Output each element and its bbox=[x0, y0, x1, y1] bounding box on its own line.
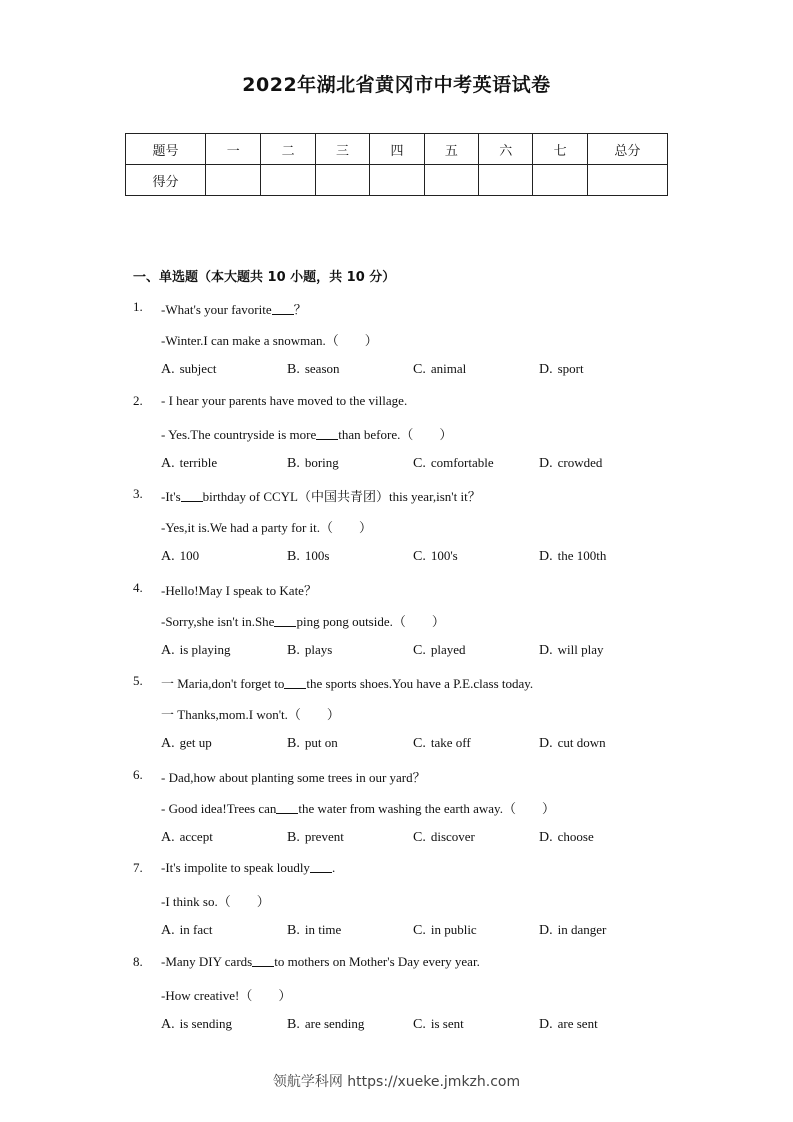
answer-option bbox=[287, 735, 338, 752]
question-text: -It's impolite to speak loudly bbox=[161, 860, 310, 875]
question-response-line bbox=[161, 424, 452, 443]
option-text: animal bbox=[430, 361, 467, 376]
question-text: -It's bbox=[161, 489, 181, 504]
option-text: crowded bbox=[557, 454, 603, 470]
answer-blank bbox=[310, 860, 332, 873]
option-text: is playing bbox=[179, 641, 231, 657]
option-text: prevent bbox=[304, 828, 344, 844]
score-table-header-cell: 一 bbox=[206, 134, 261, 165]
question-text: the sports shoes.You have a P.E.class today. bbox=[306, 676, 534, 691]
score-table-header-cell: 六 bbox=[479, 134, 533, 165]
question-response-line bbox=[161, 704, 340, 723]
option-text: terrible bbox=[179, 454, 218, 470]
option-text: cut down bbox=[557, 735, 606, 750]
question-text: to mothers on Mother's Day every year. bbox=[274, 953, 480, 969]
question-prompt-line bbox=[161, 299, 307, 318]
option-text: sport bbox=[557, 361, 584, 376]
option-letter: B. bbox=[287, 362, 300, 377]
question-response-line bbox=[161, 611, 445, 630]
answer-option bbox=[287, 642, 332, 659]
question-response-line bbox=[161, 517, 372, 536]
answer-option bbox=[539, 829, 594, 846]
answer-option bbox=[539, 455, 602, 472]
option-text: will play bbox=[557, 641, 604, 657]
option-letter: C. bbox=[413, 736, 426, 751]
option-text: in public bbox=[430, 922, 477, 937]
question-number: 7. bbox=[133, 860, 143, 875]
page-title: 2022年湖北省黄冈市中考英语试卷 bbox=[242, 74, 551, 96]
option-letter: B. bbox=[287, 829, 300, 845]
question-text: -Winter.I can make a snowman.（ ） bbox=[161, 333, 378, 348]
question-number: 1. bbox=[133, 299, 143, 314]
answer-option bbox=[161, 642, 231, 659]
option-letter: B. bbox=[287, 923, 300, 938]
question-number: 6. bbox=[133, 766, 143, 782]
score-cell bbox=[479, 165, 533, 196]
answer-option bbox=[287, 829, 344, 846]
question-number: 2. bbox=[133, 392, 143, 408]
option-text: are sending bbox=[304, 1015, 365, 1031]
option-letter: D. bbox=[539, 736, 553, 751]
answer-blank bbox=[274, 614, 296, 627]
answer-option bbox=[539, 548, 606, 565]
answer-option bbox=[413, 455, 494, 472]
option-text: boring bbox=[304, 454, 339, 470]
footer-watermark: 领航学科网 https://xueke.jmkzh.com bbox=[272, 1074, 521, 1090]
answer-option bbox=[413, 829, 475, 846]
option-text: put on bbox=[304, 735, 338, 750]
answer-option bbox=[161, 455, 217, 472]
option-letter: A. bbox=[161, 642, 175, 658]
option-text: in danger bbox=[557, 922, 607, 937]
question-response-line bbox=[161, 330, 378, 349]
score-cell bbox=[315, 165, 369, 196]
question-text: - Dad,how about planting some trees in our yard？ bbox=[161, 769, 426, 785]
score-table-header-cell: 七 bbox=[533, 134, 587, 165]
answer-option bbox=[413, 1016, 464, 1033]
option-text: comfortable bbox=[430, 454, 494, 470]
option-text: season bbox=[304, 361, 340, 376]
score-cell bbox=[261, 165, 315, 196]
option-text: 100 bbox=[179, 548, 200, 563]
option-letter: D. bbox=[539, 829, 553, 845]
option-letter: A. bbox=[161, 455, 175, 471]
answer-blank bbox=[272, 302, 294, 315]
question-prompt-line bbox=[161, 767, 426, 786]
answer-option bbox=[539, 735, 606, 752]
question-text: than before.（ ） bbox=[338, 426, 453, 442]
option-text: get up bbox=[179, 735, 212, 750]
question-text: - Good idea!Trees can bbox=[161, 800, 277, 816]
option-text: played bbox=[430, 641, 466, 657]
option-letter: B. bbox=[287, 549, 300, 564]
question-text: birthday of CCYL（中国共青团）this year,isn't it？ bbox=[202, 489, 481, 504]
option-letter: A. bbox=[161, 1016, 175, 1032]
option-letter: D. bbox=[539, 923, 553, 938]
answer-blank bbox=[252, 954, 274, 967]
score-table-row-label: 得分 bbox=[126, 165, 206, 196]
question-number: 3. bbox=[133, 486, 143, 501]
option-letter: D. bbox=[539, 642, 553, 658]
question-text: ？ bbox=[293, 302, 307, 317]
option-letter: C. bbox=[413, 642, 426, 658]
score-table-header-cell: 三 bbox=[315, 134, 369, 165]
option-text: discover bbox=[430, 828, 475, 844]
score-table-header-cell: 二 bbox=[261, 134, 315, 165]
answer-option bbox=[287, 548, 329, 565]
question-text: -What's your favorite bbox=[161, 302, 272, 317]
option-text: is sent bbox=[430, 1015, 464, 1031]
question-response-line bbox=[161, 798, 555, 817]
option-letter: C. bbox=[413, 362, 426, 377]
option-text: in fact bbox=[179, 922, 213, 937]
answer-option bbox=[287, 361, 340, 378]
option-text: take off bbox=[430, 735, 471, 750]
question-text: the water from washing the earth away.（ ） bbox=[298, 800, 555, 816]
option-letter: A. bbox=[161, 736, 175, 751]
score-table-header-cell: 题号 bbox=[126, 134, 206, 165]
question-prompt-line bbox=[161, 393, 407, 409]
answer-blank bbox=[284, 676, 306, 689]
answer-option bbox=[287, 1016, 364, 1033]
answer-option bbox=[287, 455, 339, 472]
option-letter: C. bbox=[413, 549, 426, 564]
answer-option bbox=[539, 642, 603, 659]
option-letter: A. bbox=[161, 362, 175, 377]
answer-option bbox=[161, 735, 212, 752]
option-text: is sending bbox=[179, 1015, 232, 1031]
section-heading: 一、单选题（本大题共 10 小题，共 10 分） bbox=[133, 270, 396, 285]
question-text: . bbox=[331, 860, 336, 875]
option-text: 100's bbox=[430, 548, 458, 563]
question-text: ping pong outside.（ ） bbox=[296, 613, 445, 629]
question-text: - I hear your parents have moved to the village. bbox=[161, 392, 408, 408]
answer-option bbox=[161, 1016, 232, 1033]
answer-option bbox=[539, 361, 584, 378]
option-letter: D. bbox=[539, 362, 553, 377]
question-prompt-line bbox=[161, 954, 480, 970]
question-prompt-line bbox=[161, 860, 335, 876]
score-table-header-cell: 总分 bbox=[587, 134, 667, 165]
option-text: subject bbox=[179, 361, 217, 376]
option-letter: C. bbox=[413, 923, 426, 938]
answer-option bbox=[539, 1016, 598, 1033]
question-number: 4. bbox=[133, 579, 143, 595]
answer-option bbox=[161, 548, 199, 565]
option-text: plays bbox=[304, 641, 333, 657]
question-prompt-line bbox=[161, 673, 533, 692]
answer-option bbox=[413, 548, 458, 565]
option-letter: A. bbox=[161, 549, 175, 564]
question-response-line bbox=[161, 891, 270, 910]
question-text: - Yes.The countryside is more bbox=[161, 426, 317, 442]
score-cell bbox=[587, 165, 667, 196]
option-letter: C. bbox=[413, 455, 426, 471]
score-table-header-cell: 五 bbox=[424, 134, 478, 165]
answer-option bbox=[413, 361, 466, 378]
answer-blank bbox=[181, 489, 203, 502]
option-letter: D. bbox=[539, 455, 553, 471]
question-text: -Yes,it is.We had a party for it.（ ） bbox=[161, 520, 373, 535]
option-text: the 100th bbox=[557, 548, 607, 563]
score-table-header-cell: 四 bbox=[370, 134, 424, 165]
option-text: are sent bbox=[557, 1015, 598, 1031]
answer-option bbox=[413, 922, 477, 939]
answer-option bbox=[161, 922, 212, 939]
answer-option bbox=[413, 642, 466, 659]
option-letter: B. bbox=[287, 642, 300, 658]
question-prompt-line bbox=[161, 580, 317, 599]
option-letter: D. bbox=[539, 1016, 553, 1032]
option-letter: A. bbox=[161, 829, 175, 845]
option-letter: C. bbox=[413, 829, 426, 845]
option-letter: D. bbox=[539, 549, 553, 564]
option-letter: B. bbox=[287, 1016, 300, 1032]
option-text: choose bbox=[557, 828, 594, 844]
question-text: -Hello!May I speak to Kate？ bbox=[161, 582, 317, 598]
score-table-header-row bbox=[126, 134, 668, 165]
answer-option bbox=[161, 829, 213, 846]
question-number: 5. bbox=[133, 673, 143, 688]
option-letter: A. bbox=[161, 923, 175, 938]
question-response-line bbox=[161, 985, 291, 1004]
answer-option bbox=[413, 735, 471, 752]
question-text: -I think so.（ ） bbox=[161, 894, 270, 909]
option-text: in time bbox=[304, 922, 342, 937]
option-letter: B. bbox=[287, 455, 300, 471]
score-table bbox=[125, 133, 668, 196]
question-prompt-line bbox=[161, 486, 481, 505]
option-letter: B. bbox=[287, 736, 300, 751]
question-text: 一 Thanks,mom.I won't.（ ） bbox=[161, 707, 340, 722]
score-cell bbox=[206, 165, 261, 196]
option-letter: C. bbox=[413, 1016, 426, 1032]
answer-option bbox=[539, 922, 606, 939]
score-cell bbox=[424, 165, 478, 196]
answer-blank bbox=[316, 427, 338, 440]
answer-option bbox=[287, 922, 341, 939]
question-text: -Sorry,she isn't in.She bbox=[161, 613, 275, 629]
answer-option bbox=[161, 361, 216, 378]
question-text: 一 Maria,don't forget to bbox=[161, 676, 285, 691]
option-text: accept bbox=[179, 828, 213, 844]
answer-blank bbox=[276, 801, 298, 814]
question-text: -Many DIY cards bbox=[161, 953, 253, 969]
score-cell bbox=[370, 165, 424, 196]
score-table-score-row bbox=[126, 165, 668, 196]
score-cell bbox=[533, 165, 587, 196]
option-text: 100s bbox=[304, 548, 330, 563]
question-text: -How creative!（ ） bbox=[161, 987, 292, 1003]
question-number: 8. bbox=[133, 953, 143, 969]
